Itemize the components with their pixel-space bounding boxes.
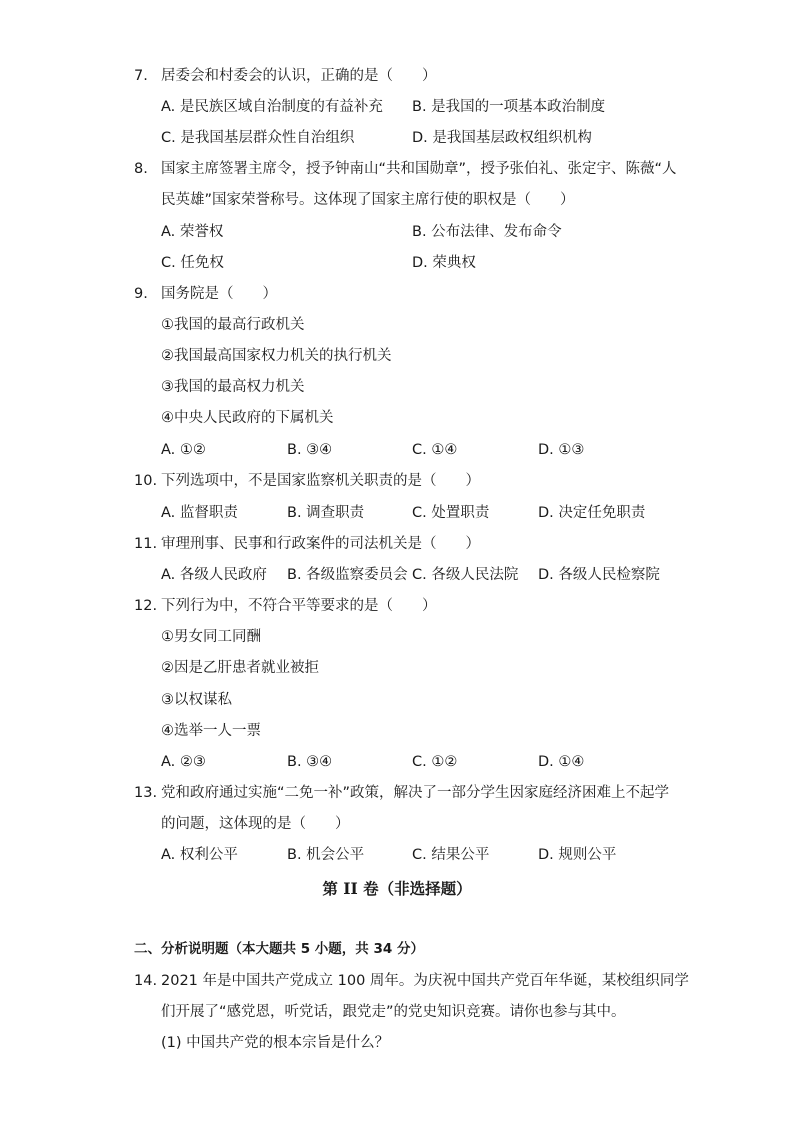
- option-d: D. 决定任免职责: [538, 505, 646, 521]
- option-b: B. ③④: [287, 442, 333, 458]
- question-stem-line1: 党和政府通过实施“二免一补”政策，解决了一部分学生因家庭经济困难上不起学: [161, 785, 670, 801]
- option-b: B. 机会公平: [287, 847, 365, 863]
- option-c: C. 结果公平: [412, 847, 490, 863]
- question-number: 10.: [134, 473, 158, 489]
- question-stem-line2: 们开展了“感党恩，听党话，跟党走”的党史知识竞赛。请你也参与其中。: [161, 1004, 626, 1020]
- option-a: A. ①②: [161, 442, 206, 458]
- statement-item: ③我国的最高权力机关: [161, 379, 305, 395]
- statement-item: ②因是乙肝患者就业被拒: [161, 660, 319, 676]
- option-b: B. 是我国的一项基本政治制度: [412, 99, 606, 115]
- question-number: 13.: [134, 785, 158, 801]
- statement-item: ①我国的最高行政机关: [161, 317, 305, 333]
- question-stem-line2: 民英雄”国家荣誉称号。这体现了国家主席行使的职权是（ ）: [161, 192, 575, 208]
- statement-item: ④选举一人一票: [161, 723, 261, 739]
- option-c: C. 各级人民法院: [412, 567, 519, 583]
- option-a: A. 各级人民政府: [161, 567, 267, 583]
- statement-item: ③以权谋私: [161, 692, 232, 708]
- option-d: D. 荣典权: [412, 255, 476, 271]
- option-b: B. 调查职责: [287, 505, 365, 521]
- option-a: A. 权利公平: [161, 847, 238, 863]
- statement-item: ②我国最高国家权力机关的执行机关: [161, 348, 392, 364]
- option-a: A. 荣誉权: [161, 224, 224, 240]
- question-number: 9.: [134, 286, 148, 302]
- question-stem-line2: 的问题，这体现的是（ ）: [161, 816, 350, 832]
- option-d: D. 规则公平: [538, 847, 617, 863]
- option-a: A. ②③: [161, 754, 206, 770]
- question-stem: 国务院是（ ）: [161, 286, 277, 302]
- question-stem: 审理刑事、民事和行政案件的司法机关是（ ）: [161, 536, 480, 552]
- question-stem-line1: 2021 年是中国共产党成立 100 周年。为庆祝中国共产党百年华诞，某校组织同学: [161, 973, 689, 989]
- option-b: B. ③④: [287, 754, 333, 770]
- question-stem-line1: 国家主席签署主席令，授予钟南山“共和国勋章”，授予张伯礼、张定宇、陈薇“人: [161, 161, 677, 177]
- option-c: C. ①②: [412, 754, 458, 770]
- question-number: 14.: [134, 973, 158, 989]
- part-title: 第 II 卷（非选择题）: [322, 879, 472, 898]
- question-stem: 下列行为中，不符合平等要求的是（ ）: [161, 598, 437, 614]
- question-number: 7.: [134, 68, 148, 84]
- option-a: A. 监督职责: [161, 505, 238, 521]
- option-b: B. 各级监察委员会: [287, 567, 408, 583]
- option-b: B. 公布法律、发布命令: [412, 224, 562, 240]
- option-d: D. ①④: [538, 754, 585, 770]
- question-stem: 居委会和村委会的认识，正确的是（ ）: [161, 68, 437, 84]
- statement-item: ①男女同工同酬: [161, 629, 261, 645]
- option-c: C. 任免权: [161, 255, 224, 271]
- sub-question: (1) 中国共产党的根本宗旨是什么？: [161, 1035, 390, 1051]
- option-c: C. 处置职责: [412, 505, 490, 521]
- question-number: 11.: [134, 536, 158, 552]
- question-number: 8.: [134, 161, 148, 177]
- option-c: C. ①④: [412, 442, 458, 458]
- option-d: D. 各级人民检察院: [538, 567, 660, 583]
- option-d: D. 是我国基层政权组织机构: [412, 130, 592, 146]
- statement-item: ④中央人民政府的下属机关: [161, 410, 334, 426]
- option-a: A. 是民族区域自治制度的有益补充: [161, 99, 383, 115]
- question-stem: 下列选项中，不是国家监察机关职责的是（ ）: [161, 473, 480, 489]
- option-c: C. 是我国基层群众性自治组织: [161, 130, 355, 146]
- question-number: 12.: [134, 598, 158, 614]
- option-d: D. ①③: [538, 442, 585, 458]
- section-heading: 二、分析说明题（本大题共 5 小题，共 34 分）: [134, 941, 424, 957]
